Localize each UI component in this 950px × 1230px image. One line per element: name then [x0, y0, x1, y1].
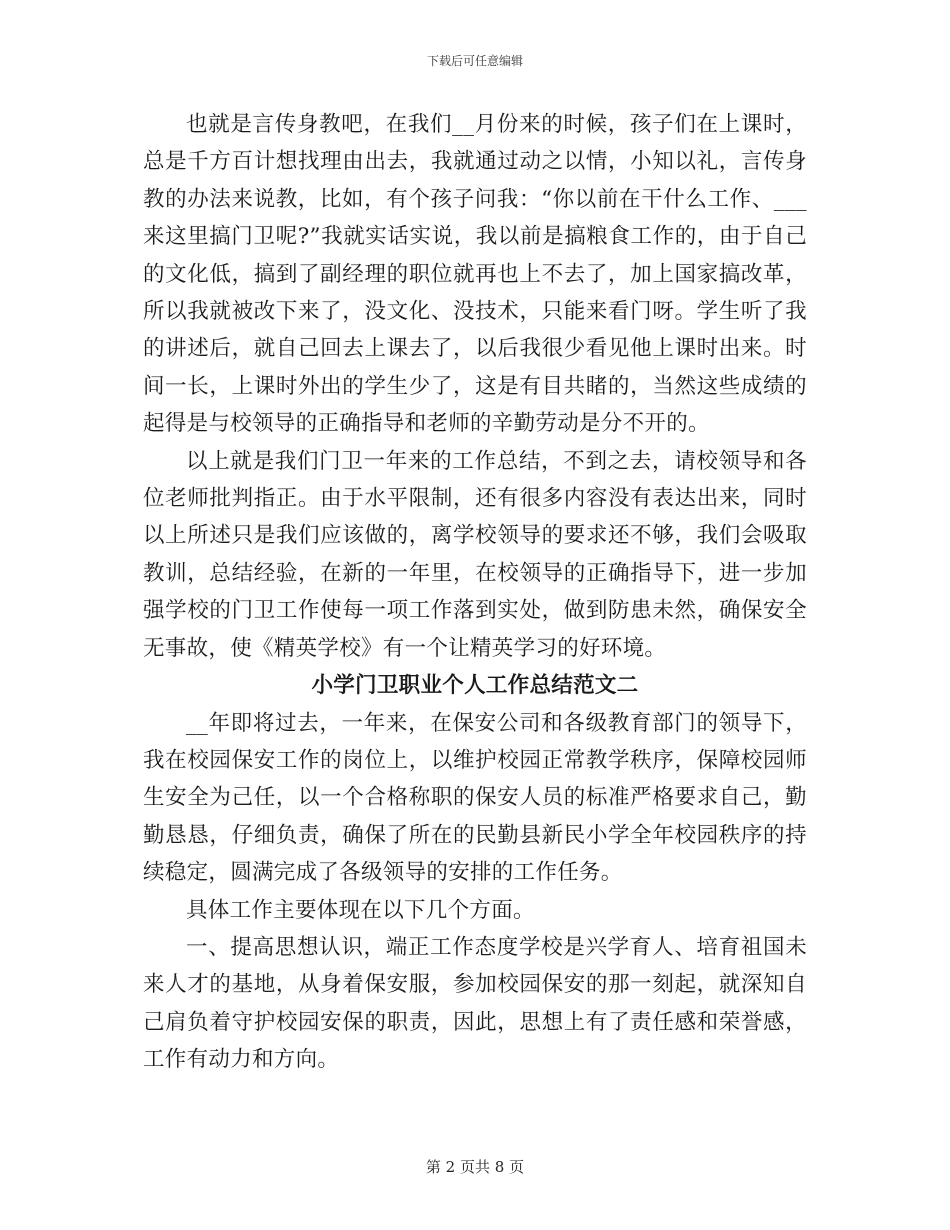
page-header: 下载后可任意编辑	[426, 54, 523, 68]
paragraph-2: 以上就是我们门卫一年来的工作总结，不到之去，请校领导和各位老师批判指正。由于水平限制，还有很多内容没有表达出来，同时以上所述只是我们应该做的，离学校领导的要求还不够，我们会吸取教训，总结经验，在新的一年里，在校领导的正确指导下，进一步加强学校的门卫工作使每一项工作落到实处，做到防患未然，确保安全无事故，使《精英学校》有一个让精英学习的好环境。	[143, 448, 807, 661]
paragraph-1: 也就是言传身教吧，在我们__月份来的时候，孩子们在上课时，总是千方百计想找理由出去，我就通过动之以情，小知以礼，言传身教的办法来说教，比如，有个孩子问我：“你以前在干什么工作、___来这里搞门卫呢?”我就实话实说，我以前是搞粮食工作的，由于自己的文化低，搞到了副经理的职位就再也上不去了，加上国家搞改革，所以我就被改下来了，没文化、没技术，只能来看门呀。学生听了我的讲述后，就自己回去上课去了，以后我很少看见他上课时出来。时间一长，上课时外出的学生少了，这是有目共睹的，当然这些成绩的起得是与校领导的正确指导和老师的辛勤劳动是分不开的。	[143, 112, 807, 437]
page-footer: 第 2 页共 8 页	[425, 1158, 525, 1176]
paragraph-5: 一、提高思想认识，端正工作态度学校是兴学育人、培育祖国未来人才的基地，从身着保安服，参加校园保安的那一刻起，就深知自己肩负着守护校园安保的职责，因此，思想上有了责任感和荣誉感，工作有动力和方向。	[143, 934, 807, 1073]
paragraph-3: __年即将过去，一年来，在保安公司和各级教育部门的领导下，我在校园保安工作的岗位上，以维护校园正常教学秩序，保障校园师生安全为己任，以一个合格称职的保安人员的标准严格要求自己，勤勤恳恳，仔细负责，确保了所在的民勤县新民小学全年校园秩序的持续稳定，圆满完成了各级领导的安排的工作任务。	[143, 710, 807, 886]
paragraph-4: 具体工作主要体现在以下几个方面。	[186, 897, 535, 923]
document-body	[143, 106, 807, 1079]
section-heading: 小学门卫职业个人工作总结范文二	[311, 673, 639, 699]
